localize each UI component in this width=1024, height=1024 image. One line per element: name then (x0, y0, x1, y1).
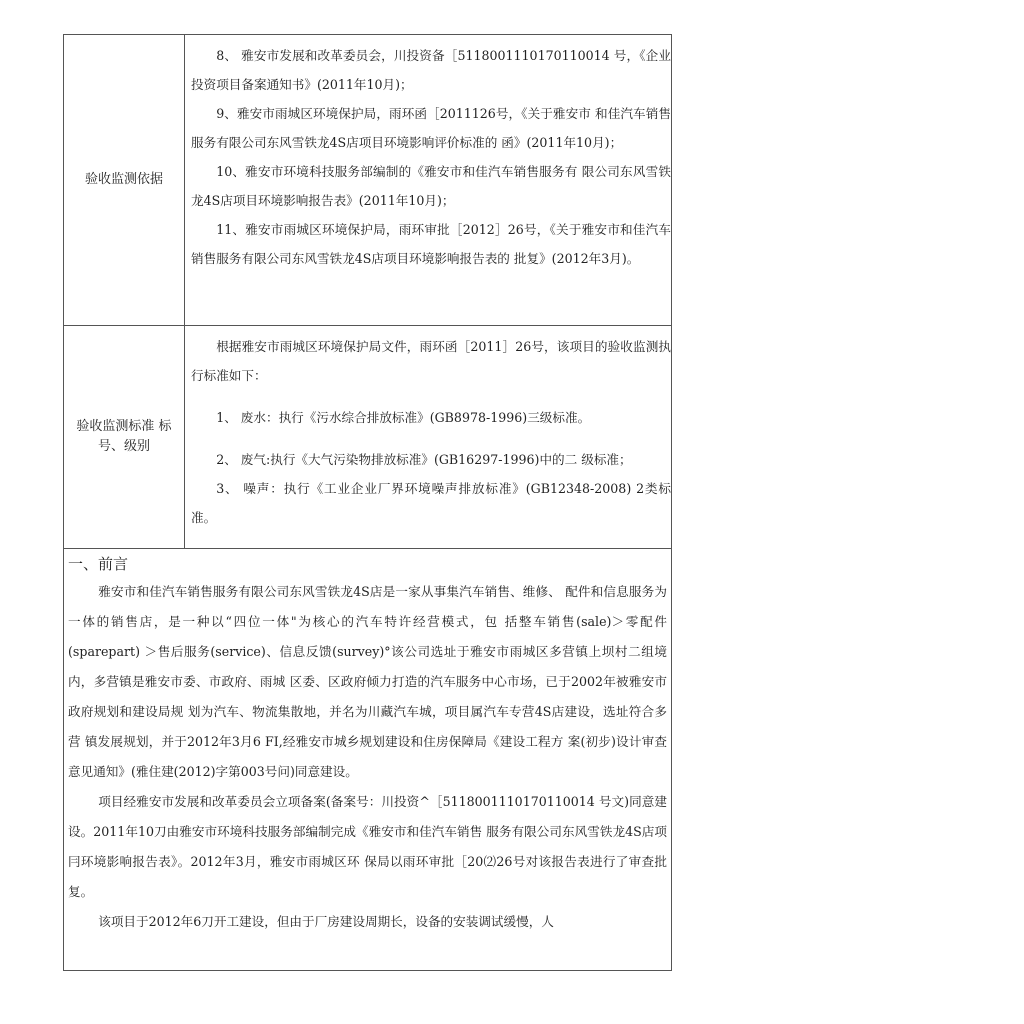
standards-label: 验收监测标准 标号、级别 (64, 326, 185, 548)
basis-content (185, 35, 671, 325)
preface-heading: 一、前言 (68, 555, 129, 573)
standards-item: 1、 废水：执行《污水综合排放标准》(GB8978-1996)三级标准。 (216, 410, 591, 425)
basis-item: 10、雅安市环境科技服务部编制的《雅安市和佳汽车销售服务有 限公司东风雪铁龙4S店项目环境影响报告表》(2011年10月)； (191, 164, 671, 208)
basis-row (64, 35, 671, 326)
basis-item: 9、雅安市雨城区环境保护局，雨环函［2011126号，《关于雅安市 和佳汽车销售服务有限公司东风雪铁龙4S店项目环境影响评价标准的 函》(2011年10月)； (191, 106, 671, 150)
preface-section (64, 549, 671, 970)
preface-paragraph: 雅安市和佳汽车销售服务有限公司东风雪铁龙4S店是一家从事集汽车销售、维修、 配件和信息服务为一体的销售店，是一种以“四位一体"为核心的汽车特许经营模式，包 括整车销售(sale)＞零配件(sparepart) ＞售后服务(service)、信息反馈(survey)°该公司选址于雅安市雨城区多营镇上坝村二组境内，多营镇是雅安市委、市政府、雨城 区委、区政府倾力打造的汽车服务中心市场，已于2002年被雅安市政府规划和建设局规 划为汽车、物流集散地，并名为川藏汽车城，项目属汽车专营4S店建设，选址符合多营 镇发展规划，并于2012年3月6 FI,经雅安市城乡规划建设和住房保障局《建设工程方 案(初步)设计审查意见通知》(雅住建(2012)字第003号问)同意建设。 (68, 584, 667, 779)
basis-item: 11、雅安市雨城区环境保护局，雨环审批［2012］26号，《关于雅安市和佳汽车销售服务有限公司东风雪铁龙4S店项目环境影响报告表的 批复》(2012年3月)。 (191, 222, 671, 266)
document-page (63, 34, 672, 971)
standards-content (185, 326, 671, 548)
basis-label: 验收监测依据 (64, 35, 185, 325)
standards-intro: 根据雅安市雨城区环境保护局文件，雨环函［2011］26号，该项目的验收监测执行标准如下： (191, 339, 671, 383)
standards-item: 3、 噪声：执行《工业企业厂界环境噪声排放标准》(GB12348-2008) 2类标准。 (191, 481, 671, 525)
basis-item: 8、 雅安市发展和改革委员会，川投资备［5118001110170110014 号，《企业投资项目备案通知书》(2011年10月)； (191, 48, 671, 92)
preface-paragraph: 该项目于2012年6刀开工建设，但由于厂房建设周期长，设备的安装调试缓慢，人 (98, 914, 554, 929)
standards-row (64, 326, 671, 549)
preface-paragraph: 项目经雅安市发展和改革委员会立项备案(备案号：川投资^［5118001110170110014 号文)同意建设。2011年10刀由雅安市环境科技服务部编制完成《雅安市和佳汽车销售 服务有限公司东风雪铁龙4S店项冃环境影响报告表》。2012年3月，雅安市雨城区环 保局以雨环审批［20⑵26号对该报告表进行了审查批复。 (68, 794, 667, 899)
standards-item: 2、 废气:执行《大气污染物排放标准》(GB16297-1996)中的二 级标准； (216, 452, 632, 467)
